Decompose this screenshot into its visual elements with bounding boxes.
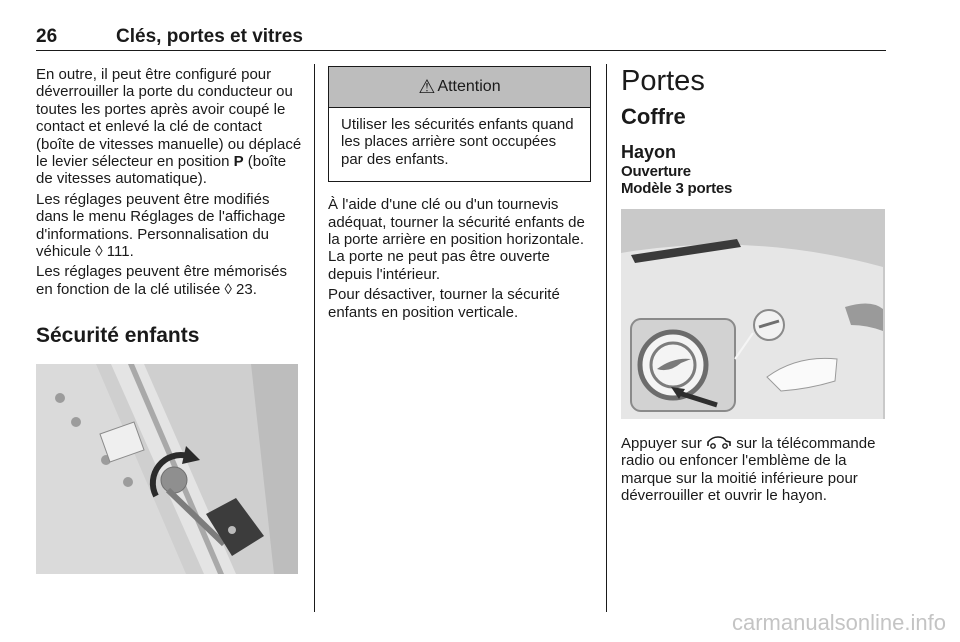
tailgate-illustration bbox=[621, 209, 885, 419]
attention-label: Attention bbox=[437, 78, 501, 95]
column-middle bbox=[328, 66, 590, 324]
paragraph-tailgate-unlock: Appuyer sur sur la télécommande radio ou enfoncer l'emblème de la marque sur la moitié inférieure pour déverrouiller et ouvrir le hayon. bbox=[621, 435, 876, 505]
attention-header bbox=[329, 67, 590, 108]
paragraph-settings-menu: Les réglages peuvent être modifiés dans le menu Réglages de l'affichage d'informations. Personnalisation du véhicule ◊ 111. bbox=[36, 190, 286, 261]
subsection-title-trunk: Coffre bbox=[621, 104, 686, 129]
attention-text: Utiliser les sécurités enfants quand les places arrière sont occupées par des enfants. bbox=[341, 116, 574, 168]
paragraph-unlock-config: En outre, il peut être configuré pour déverrouiller la porte du conducteur ou toutes les portes après avoir coupé le contact et enlevé la clé de contact (boîte de vitesses manuelle) ou déplacé le levier sélecteur en position P (boîte de vitesses automatique). bbox=[36, 66, 302, 188]
child-lock-instructions bbox=[328, 196, 590, 321]
chapter-title: Clés, portes et vitres bbox=[116, 26, 303, 47]
paragraph-activate: À l'aide d'une clé ou d'un tournevis adéquat, tourner la sécurité enfants de la porte arrière en position horizontale. La porte ne peut pas être ouverte depuis l'intérieur. bbox=[328, 196, 585, 283]
paragraph-settings-key: Les réglages peuvent être mémorisés en fonction de la clé utilisée ◊ 23. bbox=[36, 263, 287, 298]
section-title-doors: Portes bbox=[621, 65, 705, 97]
attention-box bbox=[328, 66, 591, 182]
page-header bbox=[36, 26, 886, 51]
column-divider bbox=[606, 64, 607, 612]
child-lock-illustration bbox=[36, 364, 298, 574]
warning-icon: ⚠ bbox=[418, 76, 436, 98]
attention-body bbox=[329, 108, 590, 181]
heading-opening: Ouverture bbox=[621, 163, 691, 180]
watermark: carmanualsonline.info bbox=[731, 610, 946, 635]
column-left bbox=[36, 66, 302, 574]
paragraph-deactivate: Pour désactiver, tourner la sécurité enfants en position verticale. bbox=[328, 286, 560, 321]
heading-3-door-model: Modèle 3 portes bbox=[621, 180, 733, 197]
column-right bbox=[621, 66, 885, 508]
section-title-child-lock: Sécurité enfants bbox=[36, 324, 200, 348]
page-number: 26 bbox=[36, 26, 58, 47]
car-unlock-icon bbox=[706, 435, 732, 452]
subsection-title-tailgate: Hayon bbox=[621, 142, 677, 162]
column-divider bbox=[314, 64, 315, 612]
